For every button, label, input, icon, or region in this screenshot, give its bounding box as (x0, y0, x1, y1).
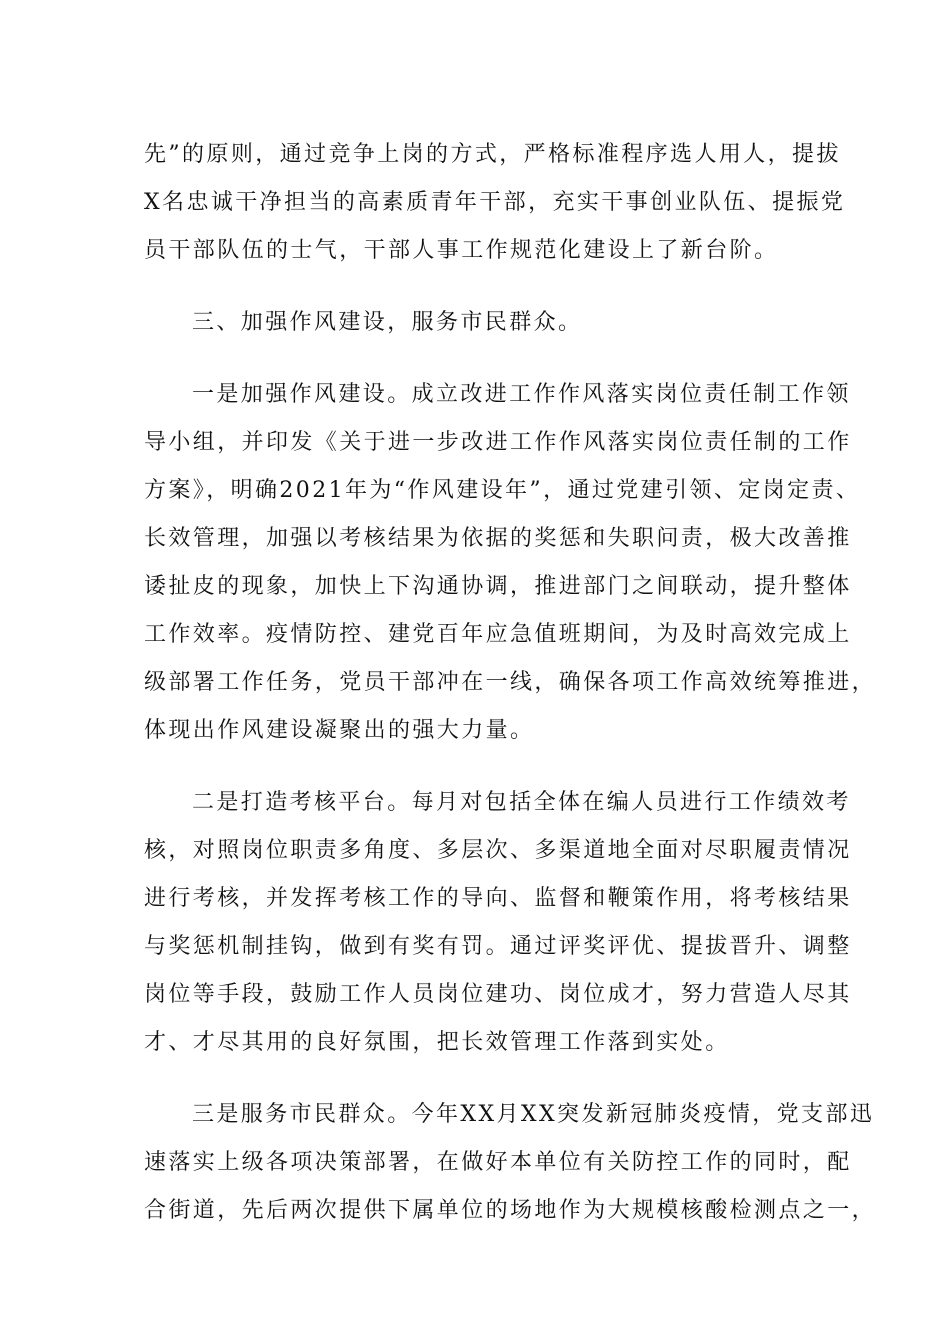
document-body (144, 131, 877, 1235)
text-line: 方案》，明确2021年为“作风建设年”，通过党建引领、定岗定责、 (144, 478, 861, 503)
text-line: 诿扯皮的现象，加快上下沟通协调，推进部门之间联动，提升整体 (144, 574, 852, 599)
text-line: 速落实上级各项决策部署，在做好本单位有关防控工作的同时，配 (144, 1150, 852, 1175)
text-line: 岗位等手段，鼓励工作人员岗位建功、岗位成才，努力营造人尽其 (144, 982, 852, 1007)
text-line: X名忠诚干净担当的高素质青年干部，充实干事创业队伍、提振党 (144, 190, 846, 215)
text-line: 先”的原则，通过竞争上岗的方式，严格标准程序选人用人，提拔 (144, 142, 841, 167)
text-line: 二是打造考核平台。每月对包括全体在编人员进行工作绩效考 (192, 790, 851, 815)
paragraph-work-style (144, 371, 877, 755)
paragraph-public-service (144, 1091, 877, 1235)
text-line: 与奖惩机制挂钩，做到有奖有罚。通过评奖评优、提拔晋升、调整 (144, 934, 852, 959)
paragraph-gap (144, 1067, 830, 1091)
text-line: 才、才尽其用的良好氛围，把长效管理工作落到实处。 (144, 1030, 730, 1055)
section-heading (144, 299, 830, 347)
paragraph-gap (144, 275, 830, 299)
text-line: 员干部队伍的士气，干部人事工作规范化建设上了新台阶。 (144, 238, 779, 263)
paragraph-assessment (144, 779, 852, 1067)
text-line: 一是加强作风建设。成立改进工作作风落实岗位责任制工作领 (192, 382, 851, 407)
text-line: 合街道，先后两次提供下属单位的场地作为大规模核酸检测点之一， (144, 1198, 877, 1223)
text-line: 导小组，并印发《关于进一步改进工作作风落实岗位责任制的工作 (144, 430, 852, 455)
text-line: 进行考核，并发挥考核工作的导向、监督和鞭策作用，将考核结果 (144, 886, 852, 911)
text-line: 级部署工作任务，党员干部冲在一线，确保各项工作高效统筹推进， (144, 670, 877, 695)
heading-text: 三、加强作风建设，服务市民群众。 (192, 310, 583, 335)
text-line: 长效管理，加强以考核结果为依据的奖惩和失职问责，极大改善推 (144, 526, 852, 551)
text-line: 核，对照岗位职责多角度、多层次、多渠道地全面对尽职履责情况 (144, 838, 852, 863)
paragraph-gap (144, 755, 830, 779)
paragraph-gap (144, 347, 830, 371)
text-line: 体现出作风建设凝聚出的强大力量。 (144, 718, 535, 743)
paragraph-continuation (144, 131, 846, 275)
text-line: 工作效率。疫情防控、建党百年应急值班期间，为及时高效完成上 (144, 622, 852, 647)
text-line: 三是服务市民群众。今年XX月XX突发新冠肺炎疫情，党支部迅 (192, 1102, 875, 1127)
